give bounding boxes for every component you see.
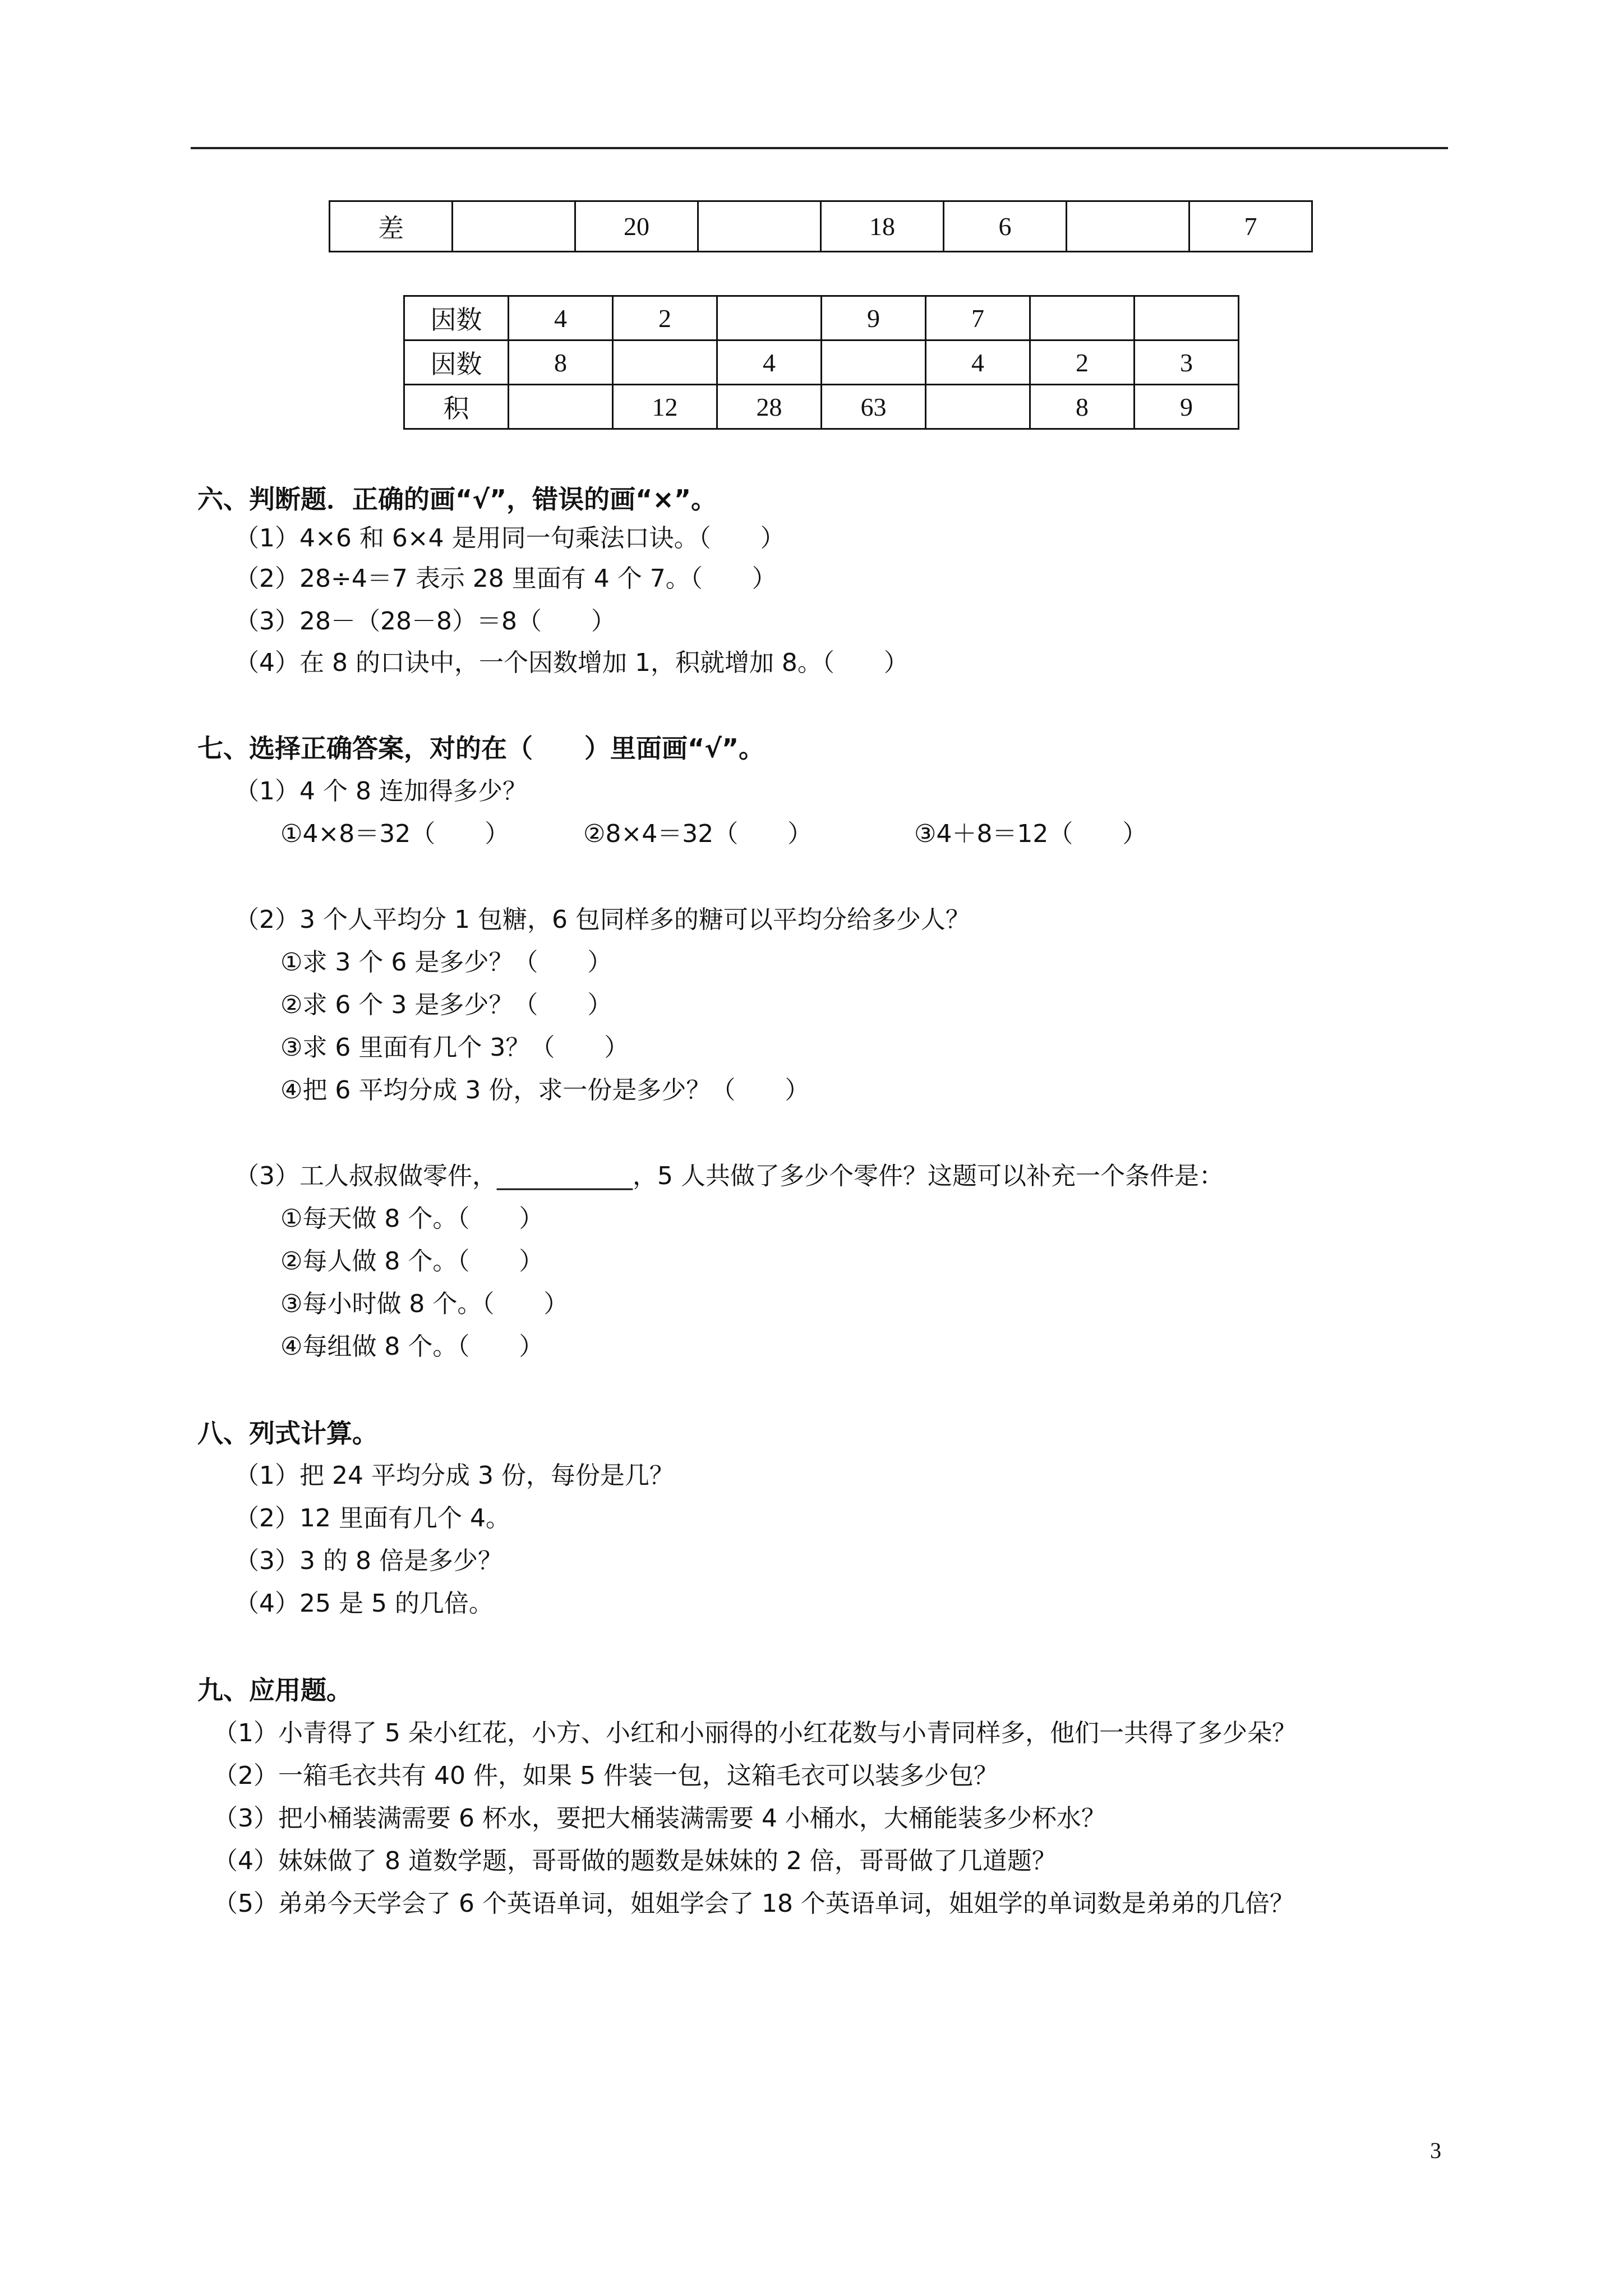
table-cell: 12 [613,385,717,429]
table-cell: 因数 [404,296,509,341]
table-row [330,201,1312,252]
table-cell: 18 [821,201,944,252]
table-cell [1067,201,1189,252]
table-cell: 差 [330,201,453,252]
section-7-option: ①求 3 个 6 是多少？（ ） [280,948,612,977]
section-9-item: （2）一箱毛衣共有 40 件，如果 5 件装一包，这箱毛衣可以装多少包？ [213,1761,998,1790]
section-9-item: （4）妹妹做了 8 道数学题，哥哥做的题数是妹妹的 2 倍，哥哥做了几道题？ [213,1847,1057,1875]
table-cell [1135,296,1239,341]
table-cell: 4 [926,341,1030,385]
table-cell: 8 [509,341,613,385]
table-cell: 7 [1189,201,1312,252]
header-rule [191,147,1448,149]
table-cell [822,341,926,385]
section-9-heading: 九、应用题。 [197,1675,352,1705]
section-8-item: （4）25 是 5 的几倍。 [234,1589,494,1618]
section-7-option: ②8×4＝32（ ） [583,820,813,848]
table-cell: 3 [1135,341,1239,385]
section-7-option: ③4＋8＝12（ ） [914,820,1147,848]
section-8-item: （2）12 里面有几个 4。 [234,1504,510,1533]
table-cell [698,201,821,252]
table-cell: 2 [1030,341,1135,385]
section-7-option: ②每人做 8 个。（ ） [280,1247,544,1276]
section-7-question: （2）3 个人平均分 1 包糖，6 包同样多的糖可以平均分给多少人？ [234,905,970,934]
table-cell [1030,296,1135,341]
table-cell: 4 [717,341,822,385]
section-7-option: ④每组做 8 个。（ ） [280,1332,544,1361]
section-7-option: ①4×8＝32（ ） [280,820,510,848]
table-cell [613,341,717,385]
table-row [404,296,1239,341]
section-6-item: （3）28－（28－8）＝8（ ） [234,607,616,636]
table-cell: 9 [822,296,926,341]
table-cell [717,296,822,341]
section-6-heading: 六、判断题．正确的画“√”，错误的画“×”。 [197,484,717,514]
table-cell: 6 [944,201,1067,252]
section-7-question: （1）4 个 8 连加得多少？ [234,777,527,806]
table-cell: 2 [613,296,717,341]
section-9-item: （5）弟弟今天学会了 6 个英语单词，姐姐学会了 18 个英语单词，姐姐学的单词数是弟弟的几倍？ [213,1889,1294,1918]
table-cell: 积 [404,385,509,429]
section-9-item: （3）把小桶装满需要 6 杯水，要把大桶装满需要 4 小桶水，大桶能装多少杯水？ [213,1804,1106,1833]
table-row [404,385,1239,429]
table-cell: 4 [509,296,613,341]
table-cell: 9 [1135,385,1239,429]
section-8-item: （1）把 24 平均分成 3 份，每份是几？ [234,1461,674,1490]
section-7-option: ④把 6 平均分成 3 份，求一份是多少？（ ） [280,1076,810,1105]
table-cell: 28 [717,385,822,429]
difference-table [329,200,1313,252]
section-7-question: （3）工人叔叔做零件，___________，5 人共做了多少个零件？这题可以补充一个条件是： [234,1162,1224,1190]
table-row [404,341,1239,385]
section-6-item: （4）在 8 的口诀中，一个因数增加 1，积就增加 8。（ ） [234,648,909,677]
section-8-item: （3）3 的 8 倍是多少？ [234,1547,502,1575]
factor-product-table [403,295,1239,430]
section-9-item: （1）小青得了 5 朵小红花，小方、小红和小丽得的小红花数与小青同样多，他们一共得了多少朵？ [213,1719,1297,1747]
page-number: 3 [1430,2138,1441,2163]
table-cell: 63 [822,385,926,429]
table-cell: 因数 [404,341,509,385]
section-8-heading: 八、列式计算。 [197,1418,378,1448]
table-cell: 8 [1030,385,1135,429]
section-7-option: ②求 6 个 3 是多少？（ ） [280,991,612,1019]
table-cell [926,385,1030,429]
section-7-option: ①每天做 8 个。（ ） [280,1204,544,1233]
section-6-item: （2）28÷4＝7 表示 28 里面有 4 个 7。（ ） [234,564,777,593]
table-cell: 20 [575,201,698,252]
table-cell [509,385,613,429]
section-6-item: （1）4×6 和 6×4 是用同一句乘法口诀。（ ） [234,524,785,553]
section-7-heading: 七、选择正确答案，对的在（ ）里面画“√”。 [197,733,765,763]
table-cell: 7 [926,296,1030,341]
section-7-option: ③每小时做 8 个。（ ） [280,1290,569,1318]
section-7-option: ③求 6 里面有几个 3？（ ） [280,1033,629,1062]
table-cell [453,201,575,252]
